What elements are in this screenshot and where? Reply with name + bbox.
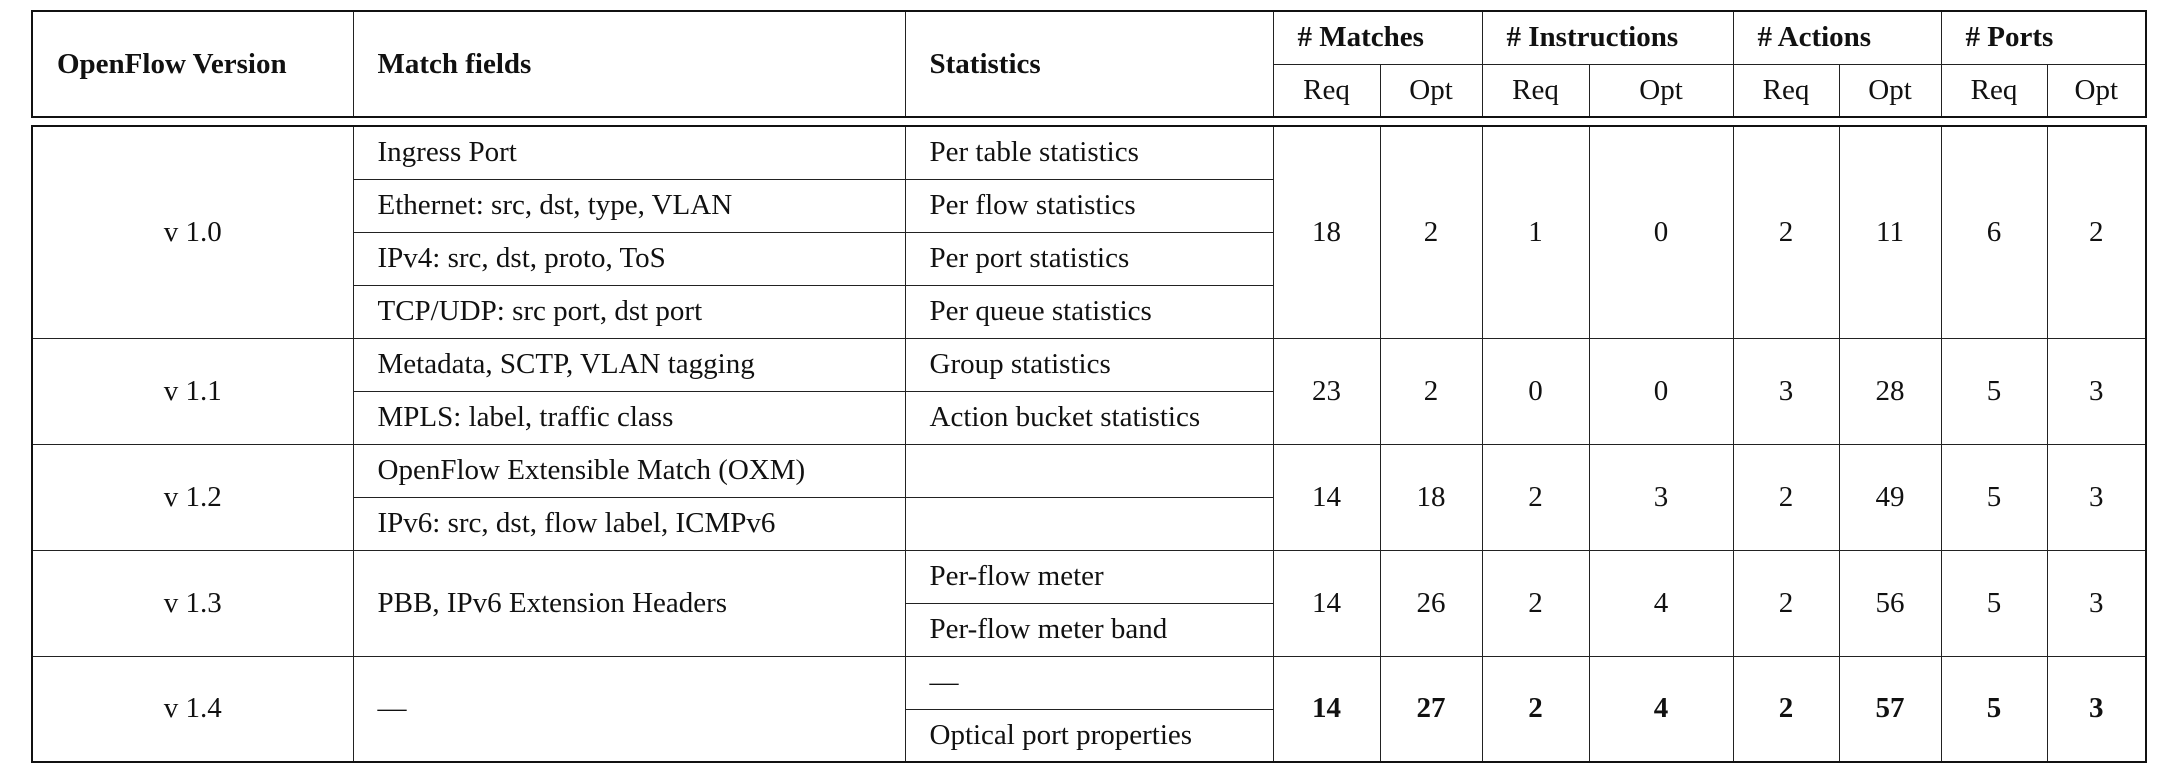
count-cell: 49 bbox=[1839, 444, 1941, 550]
count-cell: 6 bbox=[1941, 126, 2047, 338]
count-cell: 0 bbox=[1482, 338, 1589, 444]
table-header bbox=[31, 10, 2147, 118]
count-cell: 0 bbox=[1589, 126, 1733, 338]
header-ports: # Ports bbox=[1941, 11, 2146, 64]
match-field-cell: IPv4: src, dst, proto, ToS bbox=[353, 232, 905, 285]
count-cell: 4 bbox=[1589, 550, 1733, 656]
count-cell: 2 bbox=[1482, 550, 1589, 656]
header-matches: # Matches bbox=[1273, 11, 1482, 64]
count-cell: 3 bbox=[2047, 444, 2146, 550]
count-cell: 26 bbox=[1380, 550, 1482, 656]
table-row bbox=[32, 338, 2146, 391]
count-cell: 2 bbox=[1482, 656, 1589, 762]
match-field-cell: PBB, IPv6 Extension Headers bbox=[353, 550, 905, 656]
count-cell: 2 bbox=[1733, 550, 1839, 656]
match-field-cell: MPLS: label, traffic class bbox=[353, 391, 905, 444]
subheader-req: Req bbox=[1941, 64, 2047, 117]
subheader-req: Req bbox=[1482, 64, 1589, 117]
count-cell: 5 bbox=[1941, 656, 2047, 762]
version-cell: v 1.4 bbox=[32, 656, 353, 762]
header-actions: # Actions bbox=[1733, 11, 1941, 64]
count-cell: 18 bbox=[1380, 444, 1482, 550]
version-cell: v 1.0 bbox=[32, 126, 353, 338]
header-statistics: Statistics bbox=[905, 11, 1273, 117]
statistics-cell: Per queue statistics bbox=[905, 285, 1273, 338]
statistics-cell: Per table statistics bbox=[905, 126, 1273, 179]
match-field-cell: Metadata, SCTP, VLAN tagging bbox=[353, 338, 905, 391]
statistics-cell: Per port statistics bbox=[905, 232, 1273, 285]
statistics-cell: Per-flow meter band bbox=[905, 603, 1273, 656]
count-cell: 3 bbox=[2047, 550, 2146, 656]
match-field-cell: IPv6: src, dst, flow label, ICMPv6 bbox=[353, 497, 905, 550]
subheader-opt: Opt bbox=[2047, 64, 2146, 117]
count-cell: 5 bbox=[1941, 338, 2047, 444]
count-cell: 1 bbox=[1482, 126, 1589, 338]
header-match-fields: Match fields bbox=[353, 11, 905, 117]
count-cell: 14 bbox=[1273, 550, 1380, 656]
table-body bbox=[31, 125, 2147, 763]
match-field-cell: Ethernet: src, dst, type, VLAN bbox=[353, 179, 905, 232]
statistics-cell bbox=[905, 497, 1273, 550]
version-cell: v 1.1 bbox=[32, 338, 353, 444]
subheader-req: Req bbox=[1733, 64, 1839, 117]
statistics-cell bbox=[905, 444, 1273, 497]
statistics-cell: Group statistics bbox=[905, 338, 1273, 391]
count-cell: 2 bbox=[1482, 444, 1589, 550]
count-cell: 57 bbox=[1839, 656, 1941, 762]
count-cell: 2 bbox=[1733, 656, 1839, 762]
count-cell: 27 bbox=[1380, 656, 1482, 762]
table-row bbox=[32, 656, 2146, 709]
table-row bbox=[32, 126, 2146, 179]
match-field-cell: Ingress Port bbox=[353, 126, 905, 179]
version-cell: v 1.2 bbox=[32, 444, 353, 550]
statistics-cell: — bbox=[905, 656, 1273, 709]
count-cell: 4 bbox=[1589, 656, 1733, 762]
match-field-cell: — bbox=[353, 656, 905, 762]
count-cell: 2 bbox=[1380, 126, 1482, 338]
count-cell: 14 bbox=[1273, 656, 1380, 762]
statistics-cell: Per-flow meter bbox=[905, 550, 1273, 603]
count-cell: 5 bbox=[1941, 444, 2047, 550]
table-row bbox=[32, 550, 2146, 603]
statistics-cell: Optical port properties bbox=[905, 709, 1273, 762]
count-cell: 3 bbox=[2047, 656, 2146, 762]
header-version: OpenFlow Version bbox=[32, 11, 353, 117]
count-cell: 5 bbox=[1941, 550, 2047, 656]
count-cell: 0 bbox=[1589, 338, 1733, 444]
count-cell: 23 bbox=[1273, 338, 1380, 444]
count-cell: 3 bbox=[1589, 444, 1733, 550]
subheader-opt: Opt bbox=[1589, 64, 1733, 117]
table-row bbox=[32, 444, 2146, 497]
statistics-cell: Action bucket statistics bbox=[905, 391, 1273, 444]
match-field-cell: OpenFlow Extensible Match (OXM) bbox=[353, 444, 905, 497]
count-cell: 56 bbox=[1839, 550, 1941, 656]
count-cell: 18 bbox=[1273, 126, 1380, 338]
count-cell: 2 bbox=[1733, 444, 1839, 550]
count-cell: 11 bbox=[1839, 126, 1941, 338]
count-cell: 2 bbox=[1733, 126, 1839, 338]
subheader-opt: Opt bbox=[1380, 64, 1482, 117]
statistics-cell: Per flow statistics bbox=[905, 179, 1273, 232]
subheader-req: Req bbox=[1273, 64, 1380, 117]
subheader-opt: Opt bbox=[1839, 64, 1941, 117]
count-cell: 2 bbox=[1380, 338, 1482, 444]
count-cell: 3 bbox=[1733, 338, 1839, 444]
count-cell: 2 bbox=[2047, 126, 2146, 338]
header-instructions: # Instructions bbox=[1482, 11, 1733, 64]
count-cell: 28 bbox=[1839, 338, 1941, 444]
count-cell: 14 bbox=[1273, 444, 1380, 550]
version-cell: v 1.3 bbox=[32, 550, 353, 656]
match-field-cell: TCP/UDP: src port, dst port bbox=[353, 285, 905, 338]
count-cell: 3 bbox=[2047, 338, 2146, 444]
